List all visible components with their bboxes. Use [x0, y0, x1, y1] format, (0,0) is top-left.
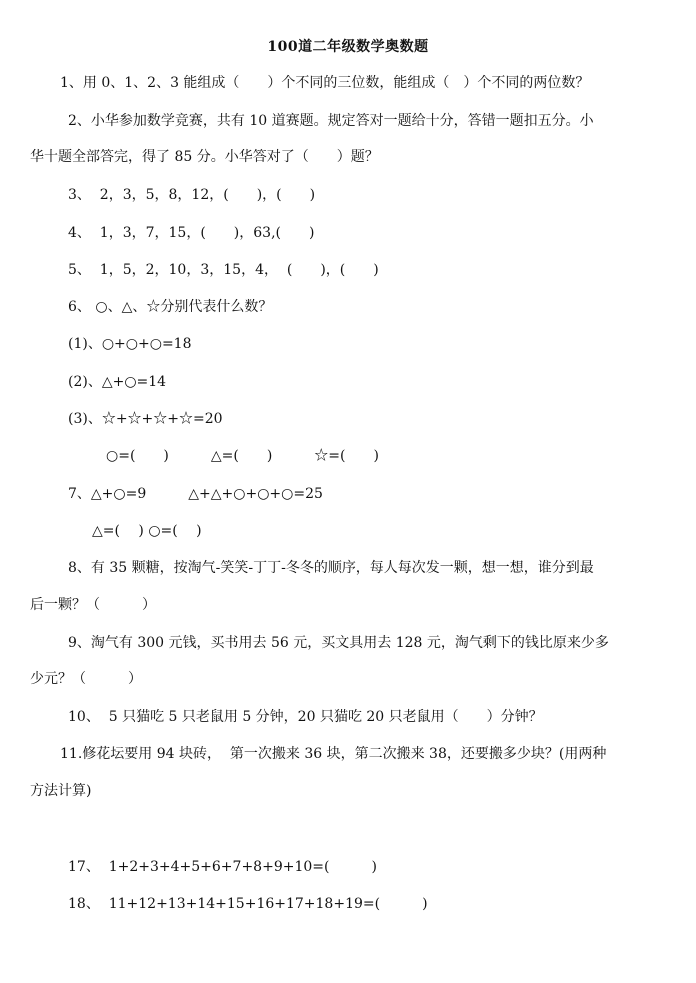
question-8-line-2: 后一颗？（ ） — [30, 597, 156, 613]
question-10: 10、 5 只猫吃 5 只老鼠用 5 分钟，20 只猫吃 20 只老鼠用（ ）分钟？ — [68, 709, 543, 725]
question-7: 7、△+○=9 △+△+○+○+○=25 — [68, 486, 323, 502]
question-6-part-1: (1)、○+○+○=18 — [68, 336, 192, 352]
page-title: 100道二年级数学奥数题 — [267, 39, 429, 55]
question-6-part-3: (3)、☆+☆+☆+☆=20 — [68, 411, 223, 427]
question-18: 18、 11+12+13+14+15+16+17+18+19=( ) — [68, 896, 428, 912]
question-8-line-1: 8、有 35 颗糖，按淘气-笑笑-丁丁-冬冬的顺序，每人每次发一颗，想一想，谁分到最 — [68, 560, 594, 576]
question-9-line-2: 少元？（ ） — [30, 671, 142, 687]
question-4: 4、 1，3，7，15，( )，63,( ) — [68, 225, 315, 241]
question-11-line-2: 方法计算) — [30, 783, 92, 799]
question-6-part-2: (2)、△+○=14 — [68, 374, 167, 390]
question-1: 1、用 0、1、2、3 能组成（ ）个不同的三位数，能组成（ ）个不同的两位数？ — [60, 75, 590, 91]
question-11-line-1: 11.修花坛要用 94 块砖， 第一次搬来 36 块，第二次搬来 38，还要搬多少块？(用两种 — [60, 746, 607, 762]
question-3: 3、 2，3，5，8，12，( )，( ) — [68, 187, 316, 203]
question-2-line-2: 华十题全部答完，得了 85 分。小华答对了（ ）题？ — [30, 149, 379, 165]
question-9-line-1: 9、淘气有 300 元钱，买书用去 56 元，买文具用去 128 元，淘气剩下的钱比原来少多 — [68, 635, 609, 651]
question-7-answers: △=( ) ○=( ) — [92, 523, 202, 539]
question-17: 17、 1+2+3+4+5+6+7+8+9+10=( ) — [68, 859, 377, 875]
question-6: 6、 ○、△、☆分别代表什么数？ — [68, 299, 273, 315]
question-2-line-1: 2、小华参加数学竞赛，共有 10 道赛题。规定答对一题给十分，答错一题扣五分。小 — [68, 113, 594, 129]
question-6-answers: ○=( ) △=( ) ☆=( ) — [106, 448, 379, 464]
question-5: 5、 1，5，2，10，3，15，4， ( )，( ) — [68, 262, 379, 278]
